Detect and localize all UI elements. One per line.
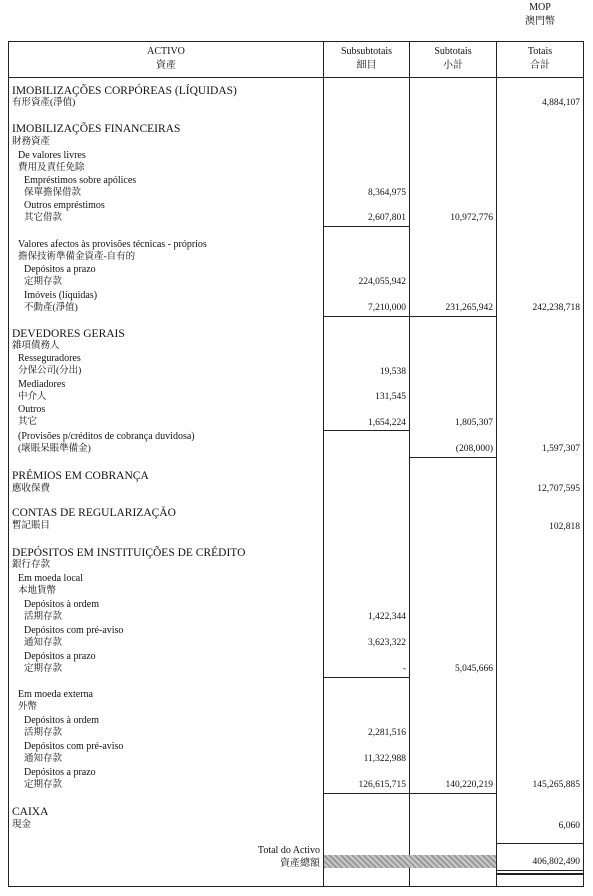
subtotal-value: 140,220,219 — [445, 780, 493, 790]
total-value: 242,238,718 — [532, 303, 580, 313]
section-heading: IMOBILIZAÇÕES CORPÓREAS (LÍQUIDAS) — [12, 85, 237, 97]
subsubtotal-value: 1,654,224 — [368, 418, 406, 428]
sum-underline — [324, 226, 409, 227]
row-label-zh: 外幣 — [18, 702, 38, 712]
sum-underline — [324, 677, 409, 678]
row-label: Imóveis (líquidas) — [24, 290, 98, 301]
subsubtotal-value: 126,615,715 — [358, 780, 406, 790]
subsubtotal-value: 1,422,344 — [368, 612, 406, 622]
row-label-zh: 定期存款 — [24, 277, 63, 287]
subtotal-value: (208,000) — [455, 444, 493, 454]
row-label: Depósitos a prazo — [24, 651, 96, 662]
row-label-zh: 費用及責任免除 — [18, 163, 85, 173]
section-heading: CONTAS DE REGULARIZAÇÃO — [12, 507, 176, 519]
subsubtotal-value: 19,538 — [379, 367, 406, 377]
sum-underline — [324, 316, 496, 317]
row-label: Outros empréstimos — [24, 200, 105, 211]
row-label: Resseguradores — [18, 353, 81, 364]
section-heading-zh: 現金 — [12, 820, 32, 830]
total-value: 102,818 — [549, 522, 580, 532]
total-value: 6,060 — [558, 821, 580, 831]
row-label-zh: 本地貨幣 — [18, 586, 57, 596]
col-header-totais-zh: 合計 — [530, 60, 550, 71]
col-header-totais: Totais — [527, 46, 553, 57]
sum-underline — [410, 457, 496, 458]
section-heading: IMOBILIZAÇÕES FINANCEIRAS — [12, 123, 181, 135]
total-top-rule — [496, 843, 584, 844]
row-label-zh: 通知存款 — [24, 754, 63, 764]
section-heading: CAIXA — [12, 806, 49, 818]
row-label: Depósitos com pré-aviso — [24, 625, 124, 636]
section-heading-zh: 銀行存款 — [12, 560, 51, 570]
row-label: Em moeda local — [18, 573, 83, 584]
row-label: Depósitos a prazo — [24, 767, 96, 778]
total-value: 4,884,107 — [542, 98, 580, 108]
subsubtotal-value: 131,545 — [375, 392, 406, 402]
total-value: 145,265,885 — [532, 780, 580, 790]
sum-underline — [324, 793, 496, 794]
col-header-activo: ACTIVO — [147, 46, 185, 57]
row-label: Depósitos com pré-aviso — [24, 741, 124, 752]
total-value: 12,707,595 — [537, 484, 580, 494]
col-header-subtotais-zh: 小計 — [443, 60, 463, 71]
subtotal-value: 1,805,307 — [455, 418, 493, 428]
row-label: Mediadores — [18, 379, 66, 390]
row-label-zh: 定期存款 — [24, 664, 63, 674]
row-label-zh: 中介人 — [18, 392, 47, 402]
total-shaded-cell — [324, 855, 496, 868]
total-value: 1,597,307 — [542, 444, 580, 454]
row-label: Depósitos à ordem — [24, 715, 99, 726]
total-double-rule-1 — [496, 870, 584, 871]
total-activo-value: 406,802,490 — [532, 857, 580, 867]
subsubtotal-value: 2,607,801 — [368, 213, 406, 223]
subsubtotal-value: 2,281,516 — [368, 728, 406, 738]
row-label-zh: 定期存款 — [24, 780, 63, 790]
row-label-zh: 其它 — [18, 417, 38, 427]
row-label-zh: 保單擔保借款 — [24, 188, 82, 198]
row-label: De valores livres — [18, 150, 86, 161]
col-header-subsubtotais: Subsubtotais — [340, 46, 393, 57]
row-label: Depósitos a prazo — [24, 264, 96, 275]
currency-code: MOP — [529, 2, 551, 13]
table-left-border — [8, 41, 9, 887]
row-label-zh: 活期存款 — [24, 612, 63, 622]
row-label: Depósitos à ordem — [24, 599, 99, 610]
subtotal-value: 5,045,666 — [455, 664, 493, 674]
subtotal-value: 10,972,776 — [450, 213, 493, 223]
section-heading-zh: 有形資產(淨值) — [12, 98, 76, 108]
row-label-zh: 活期存款 — [24, 728, 63, 738]
row-label: Em moeda externa — [18, 689, 93, 700]
total-label: Total do Activo — [257, 845, 320, 856]
section-heading-zh: 財務資產 — [12, 137, 51, 147]
section-heading: DEVEDORES GERAIS — [12, 328, 125, 340]
sum-underline — [324, 430, 409, 431]
row-label: Valores afectos às provisões técnicas - próprios — [18, 239, 207, 250]
section-heading-zh: 暫記賬目 — [12, 521, 51, 531]
section-heading: DEPÓSITOS EM INSTITUIÇÕES DE CRÉDITO — [12, 547, 246, 559]
currency-label: 澳門幣 — [525, 16, 555, 27]
header-bottom-border — [8, 77, 584, 78]
col-header-activo-zh: 資產 — [156, 60, 176, 71]
subsubtotal-value: 7,210,000 — [368, 303, 406, 313]
row-label-zh: 其它借款 — [24, 213, 63, 223]
subtotal-value: 231,265,942 — [445, 303, 493, 313]
row-label: (Provisões p/créditos de cobrança duvidosa) — [18, 431, 195, 442]
subsubtotal-value: 8,364,975 — [368, 188, 406, 198]
row-label-zh: 分保公司(分出) — [18, 366, 82, 376]
section-heading-zh: 應收保費 — [12, 484, 51, 494]
col-header-subsubtotais-zh: 細目 — [356, 60, 377, 71]
row-label-zh: 不動產(淨值) — [24, 303, 78, 313]
subsubtotal-value: 11,322,988 — [363, 754, 406, 764]
row-label-zh: (壞賬呆賬準備金) — [18, 444, 91, 454]
col-divider-3 — [496, 41, 497, 887]
subsubtotal-value: 224,055,942 — [358, 277, 406, 287]
subsubtotal-value: - — [402, 664, 406, 674]
total-label-zh: 資產總額 — [280, 858, 320, 869]
col-header-subtotais: Subtotais — [434, 46, 472, 57]
table-top-border — [8, 41, 584, 42]
row-label: Outros — [18, 404, 46, 415]
col-divider-2 — [409, 41, 410, 887]
section-heading: PRÉMIOS EM COBRANÇA — [12, 470, 149, 482]
table-bottom-border — [8, 886, 584, 887]
row-label-zh: 擔保技術準備金資產-自有的 — [18, 252, 136, 262]
subsubtotal-value: 3,623,322 — [368, 638, 406, 648]
row-label-zh: 通知存款 — [24, 638, 63, 648]
table-right-border — [583, 41, 584, 887]
row-label: Empréstimos sobre apólices — [24, 175, 137, 186]
total-double-rule-2 — [496, 873, 584, 875]
section-heading-zh: 雜項債務人 — [12, 341, 60, 351]
